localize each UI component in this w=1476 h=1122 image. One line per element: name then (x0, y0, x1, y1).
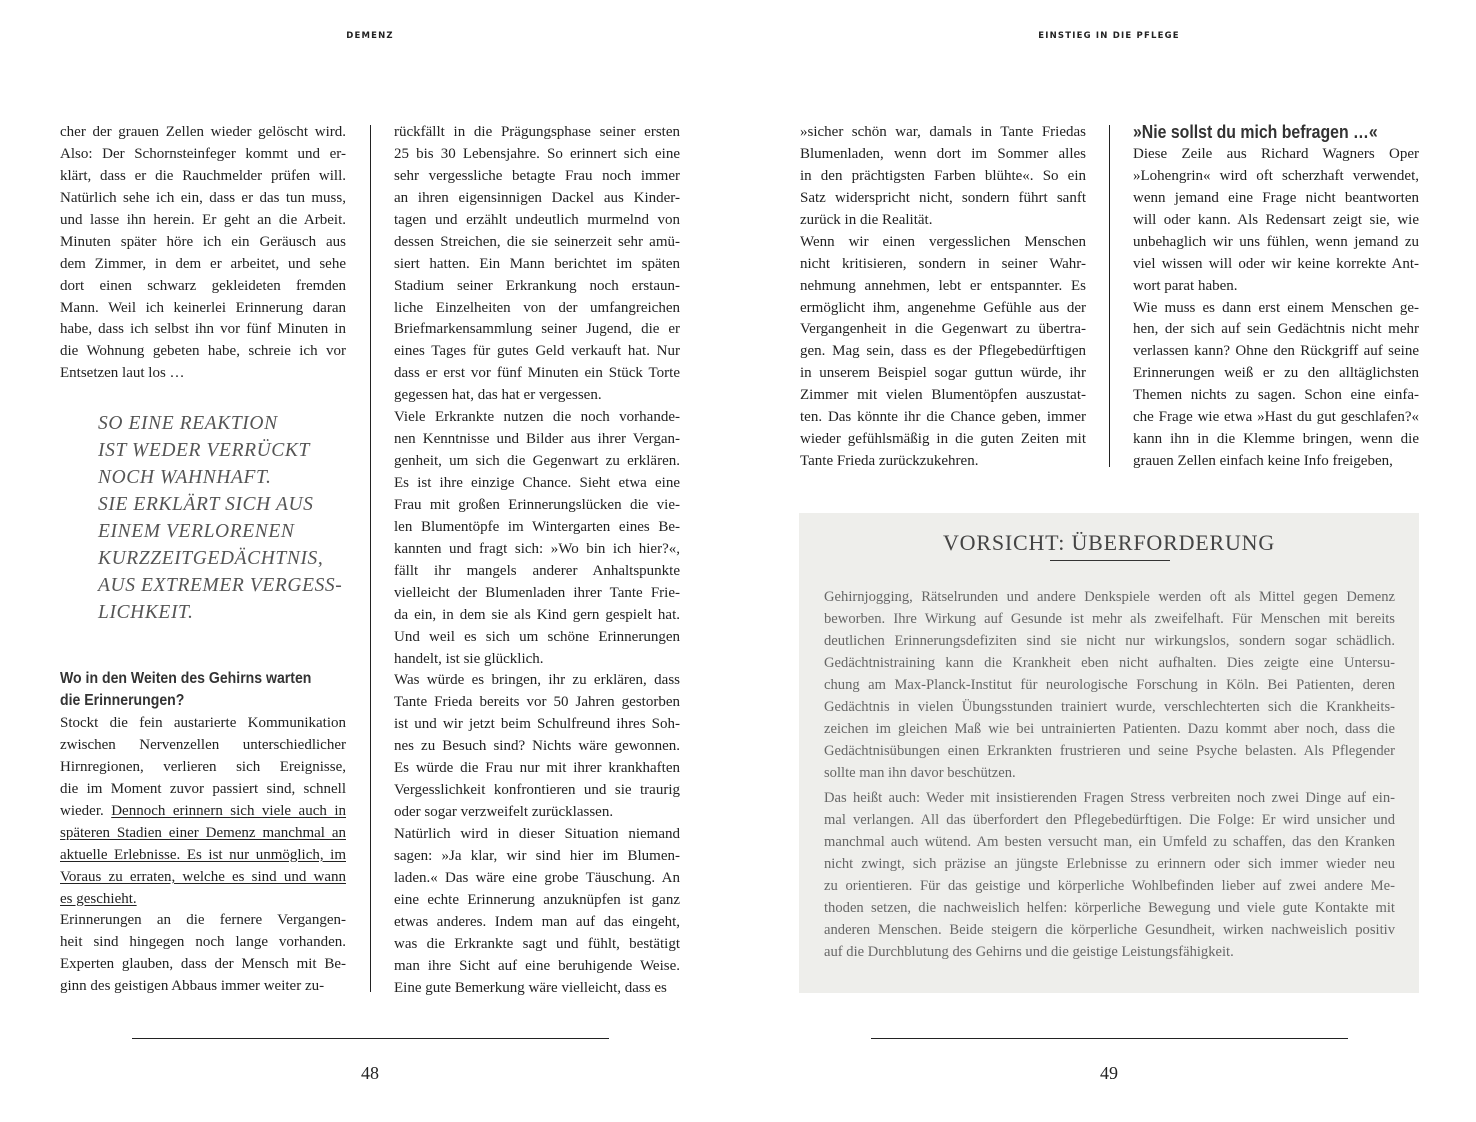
text-line: habe, dass ich selbst ihn vor fünf Minuten in (60, 321, 346, 338)
text-line: Was würde es bringen, ihr zu erklären, dass (394, 672, 680, 689)
text-line (60, 801, 346, 823)
info-box-title-rule (1050, 560, 1170, 561)
text-line: Wenn wir einen vergesslichen Menschen (800, 233, 1086, 250)
subheading-line: die Erinnerungen? (60, 691, 185, 709)
text-line: kannten und fragt sich: »Wo bin ich hier?«, (394, 540, 680, 557)
subheading-line: Wo in den Weiten des Gehirns warten (60, 670, 312, 687)
text-line: etwas anderes. Indem man auf das eingeht, (394, 913, 680, 930)
text-line: sollte man ihn davor beschützen. (824, 764, 1016, 781)
text-line: in den prächtigsten Farben blühte«. So ein (800, 167, 1086, 184)
text-line: Diese Zeile aus Richard Wagners Oper (1133, 145, 1419, 162)
underlined-text: aktuelle Erlebnisse. Es ist nur unmöglich, im (60, 846, 346, 863)
text-line: zu orientieren. Für das geistige und körperliche Wohlbefinden lieber auf zwei andere Me- (824, 878, 1395, 895)
text-line: che Frage wie etwa »Hast du gut geschlafen?« (1133, 409, 1419, 426)
text-line: chung am Max-Planck-Institut für neurologische Forschung in Köln. Bei Patienten, deren (824, 676, 1395, 693)
text-segment: wieder. (60, 802, 112, 819)
text-line: sagen: »Ja klar, wir sind hier im Blumen- (394, 847, 680, 864)
text-line: siert hatten. Ein Mann berichtet im späten (394, 255, 680, 272)
text-line: dass er erst vor fünf Minuten ein Stück Torte (394, 365, 680, 382)
text-line: wieder gefühlsmäßig in die guten Zeiten mit (800, 431, 1086, 448)
text-line: »sicher schön war, damals in Tante Friedas (800, 124, 1086, 140)
text-line: anderen Menschen. Beide steigern die körperliche Gesundheit, wirken nachweislich positiv (824, 922, 1395, 939)
text-line: »Lohengrin« wird oft scherzhaft verwendet, (1133, 167, 1419, 184)
text-line: viel wissen will oder wir keine korrekte Ant- (1133, 255, 1419, 272)
text-line: man ihre Sicht auf eine beruhigende Weise. (394, 957, 680, 974)
info-box-title: VORSICHT: ÜBERFORDERUNG (942, 530, 1276, 555)
text-line: beworben. Ihre Wirkung auf Gesunde ist mehr als zweifelhaft. Für Menschen mit bereits (824, 610, 1395, 627)
text-line: Tante Frieda bereits vor 50 Jahren gestorben (394, 694, 680, 711)
text-line: Entsetzen laut los … (60, 365, 185, 382)
text-line: hen, der sich auf sein Gedächtnis nicht mehr (1133, 321, 1419, 338)
text-line (60, 845, 346, 867)
text-line: Wie muss es dann erst einem Menschen ge- (1133, 299, 1419, 316)
right-col1 (800, 122, 1086, 473)
text-line: ist und wir jetzt beim Schulfreund ihres Soh- (394, 716, 680, 733)
text-line: len Blumentöpfe im Wintergarten eines Be- (394, 518, 680, 535)
text-line: thoden setzen, die nachweislich helfen: körperliche Bewegung und viele gute Kontakte mit (824, 900, 1395, 917)
quote-line: IST WEDER VERRÜCKT (98, 440, 310, 461)
text-line: Natürlich sehe ich ein, dass er das tun muss, (60, 189, 346, 206)
text-line: Eine gute Bemerkung wäre vielleicht, dass es (394, 979, 667, 996)
text-line: unbehaglich wir uns fühlen, wenn jemand zu (1133, 233, 1419, 250)
underlined-text: Dennoch erinnern sich viele auch in (111, 802, 347, 819)
right-col2 (1133, 122, 1419, 473)
right-running-head: EINSTIEG IN DIE PFLEGE (1038, 31, 1180, 41)
text-line: nen Kenntnisse und Bilder aus ihrer Vergan- (394, 431, 680, 448)
text-line: dort einen schwarz gekleideten fremden (60, 277, 346, 294)
text-line: zurück in die Realität. (800, 211, 933, 228)
text-line: Gedächtnis in vielen Übungsstunden trainiert wurde, verschlechterten sich die Krankheits- (824, 698, 1395, 715)
left-running-head: DEMENZ (346, 31, 394, 41)
text-line: gen. Mag sein, dass es der Pflegebedürftigen (800, 343, 1086, 360)
text-line: deutlichen Erinnerungsdefiziten sind sie nicht nur wirkungslos, sondern sogar schädlich. (824, 632, 1395, 649)
left-col1-top (60, 122, 346, 385)
text-line: an ihren eigensinnigen Dackel aus Kinder- (394, 189, 680, 206)
text-line: wort parat haben. (1133, 277, 1238, 294)
text-line: dem Zimmer, in dem er arbeitet, und sehe (60, 255, 346, 272)
text-line: Also: Der Schornsteinfeger kommt und er- (60, 145, 346, 162)
text-line: vielleicht der Blumenladen ihrer Tante Frie- (394, 584, 680, 601)
text-line: da ein, in dem sie als Kind gern gespielt hat. (394, 606, 680, 623)
text-line: Es würde die Frau nur mit ihrer krankhaften (394, 760, 680, 777)
text-line: mal verlangen. All das überfordert den Pflegebedürftigen. Die Folge: Er wird unsicher und (824, 812, 1395, 829)
text-line: Hirnregionen, verlieren sich Ereignisse, (60, 758, 346, 775)
text-line: dessen Streichen, die sie seinerzeit sehr amü- (394, 233, 680, 250)
text-line: nicht zwingt, sich präzise an jüngste Erlebnisse zu erinnern oder sich immer wieder neu (824, 856, 1395, 873)
underlined-text: Voraus zu erraten, welche es sind und wann (60, 868, 346, 885)
text-line: Satz widerspricht nicht, sondern führt sanft (800, 189, 1086, 206)
text-line: ten. Das könnte ihr die Chance geben, immer (800, 409, 1086, 426)
text-line: Erinnerungen an die fernere Vergangen- (60, 912, 346, 929)
underlined-text: späteren Stadien einer Demenz manchmal an (60, 824, 346, 841)
quote-line: KURZZEITGEDÄCHTNIS, (98, 548, 324, 569)
quote-line: AUS EXTREMER VERGESS- (98, 575, 343, 596)
text-line: heit sind hingegen noch lange vorhanden. (60, 934, 346, 951)
text-line: rückfällt in die Prägungsphase seiner ersten (394, 124, 680, 140)
text-line: ginn des geistigen Abbaus immer weiter zu- (60, 978, 325, 995)
text-line: Stadium seiner Erkrankung noch erstaun- (394, 277, 680, 294)
text-line: in unserem Beispiel sogar guttun würde, ihr (800, 365, 1086, 382)
quote-line: LICHKEIT. (98, 602, 194, 623)
text-line: Das heißt auch: Weder mit insistierenden Fragen Stress verbreiten noch zwei Dinge auf ein- (824, 790, 1395, 807)
text-line: ermöglicht ihm, angenehme Gefühle aus der (800, 299, 1086, 316)
text-line: Themen nichts zu sagen. Schon eine einfa- (1133, 387, 1419, 404)
text-line: laden.« Das wäre eine grobe Täuschung. An (394, 869, 680, 886)
left-subheading (60, 668, 346, 712)
text-line: sehr vergessliche betagte Frau noch immer (394, 167, 680, 184)
text-line: handelt, ist sie glücklich. (394, 650, 544, 667)
text-line: manchmal auch wütend. Am besten versucht man, ein Umfeld zu schaffen, das den Kranken (824, 834, 1395, 851)
text-line (60, 889, 346, 911)
text-line: Zimmer mit vielen Blumentöpfen auszustat- (800, 387, 1086, 404)
info-box-text (824, 587, 1395, 964)
text-line: fällt ihr mangels anderer Anhaltspunkte (394, 562, 680, 579)
text-line: will oder kann. Als Redensart zeigt sie, wie (1133, 211, 1419, 228)
quote-line: SIE ERKLÄRT SICH AUS (98, 494, 314, 515)
text-line: nicht kritisieren, sondern in seiner Wahr- (800, 255, 1086, 272)
pull-quote (98, 410, 342, 626)
text-line: gegessen hat, das hat er vergessen. (394, 387, 602, 404)
right-col2-body (1133, 144, 1419, 473)
column-divider (370, 125, 371, 992)
text-line: auf die Durchblutung des Gehirns und die geistige Leistungsfähigkeit. (824, 944, 1234, 960)
text-line: nehmung annehmen, lebt er entspannter. Es (800, 277, 1086, 294)
text-line: Es ist ihre einzige Chance. Sieht etwa eine (394, 475, 680, 491)
text-line: die im Moment zuvor passiert sind, schnell (60, 780, 346, 797)
text-line: tagen und erzählt undeutlich murmelnd von (394, 211, 680, 228)
text-line: Experten glauben, dass der Mensch mit Be- (60, 956, 346, 973)
text-line: Stockt die fein austarierte Kommunikation (60, 715, 346, 731)
text-line: und lasse ihn herein. Er geht an die Arbeit. (60, 211, 346, 228)
footer-rule (871, 1038, 1348, 1039)
text-line: Vergesslichkeit konfrontieren und sie traurig (394, 782, 680, 799)
text-line: liche Einzelheiten von der umfangreichen (394, 299, 680, 316)
section-heading: »Nie sollst du mich befragen …« (1133, 122, 1378, 142)
text-line: Frau mit großen Erinnerungslücken die vie- (394, 496, 680, 513)
text-line: 25 bis 30 Lebensjahre. So erinnert sich eine (394, 145, 680, 162)
text-line: Mann. Weil ich keinerlei Erinnerung daran (60, 299, 346, 316)
text-line (60, 867, 346, 889)
text-line: verlassen kann? Ohne den Rückgriff auf seine (1133, 343, 1419, 360)
text-line: Gehirnjogging, Rätselrunden und andere Denkspiele werden oft als Mittel gegen Demenz (824, 589, 1395, 605)
text-line: Gedächtnistraining kann die Krankheit eben nicht aufhalten. Dies zeigte eine Untersu- (824, 654, 1395, 671)
text-line: eines Tages für gutes Geld verkauft hat. Nur (394, 343, 680, 360)
quote-line: EINEM VERLORENEN (98, 521, 295, 542)
text-line: Tante Frieda zurückzukehren. (800, 453, 979, 470)
text-line: Blumenladen, wenn dort im Sommer alles (800, 145, 1086, 162)
page-number: 48 (361, 1063, 379, 1083)
text-line: oder sogar verzweifelt zurücklassen. (394, 804, 614, 821)
text-line: zwischen Nervenzellen unterschiedlicher (60, 736, 346, 753)
page-number: 49 (1100, 1063, 1118, 1083)
left-col1-bottom (60, 713, 346, 998)
left-col2 (394, 122, 680, 1000)
footer-rule (132, 1038, 609, 1039)
text-line: grauen Zellen einfach keine Info freigeben, (1133, 453, 1393, 470)
text-line: zeichen im gleichen Maß wie bei untrainierten Patienten. Dazu kommt aber noch, dass die (824, 720, 1395, 737)
text-line: genheit, um sich die Gegenwart zu erklären. (394, 453, 680, 470)
text-line: nes zu Besuch sind? Nichts wäre gewonnen. (394, 738, 680, 755)
underlined-text: es geschieht. (60, 890, 137, 907)
text-line: die Wohnung gebeten habe, schreie ich vor (60, 343, 346, 360)
text-line: Minuten später höre ich ein Geräusch aus (60, 233, 346, 250)
text-line: Viele Erkrankte nutzen die noch vorhande- (394, 409, 680, 426)
text-line: Gedächtnisübungen einen Erkrankten frustrieren und seine Psyche belasten. Als Pflegender (824, 742, 1395, 759)
column-divider (1109, 125, 1110, 467)
text-line: cher der grauen Zellen wieder gelöscht wird. (60, 124, 346, 140)
text-line: Natürlich wird in dieser Situation niemand (394, 826, 680, 842)
text-line: Briefmarkensammlung seiner Jugend, die er (394, 321, 680, 338)
text-line: klärt, dass er die Rauchmelder prüfen will. (60, 167, 346, 184)
text-line: wenn jemand eine Frage nicht beantworten (1133, 189, 1419, 206)
quote-line: SO EINE REAKTION (98, 413, 278, 434)
quote-line: NOCH WAHNHAFT. (98, 467, 272, 488)
text-line: Erinnerungen weiß er zu den alltäglichsten (1133, 365, 1419, 382)
text-line (60, 823, 346, 845)
text-line: was die Erkrankte sagt und fühlt, bestätigt (394, 935, 680, 952)
text-line: kann ihn in die Klemme bringen, wenn die (1133, 431, 1419, 448)
text-line: eine echte Erinnerung anzuknüpfen ist ganz (394, 891, 680, 908)
text-line: Und weil es sich um schöne Erinnerungen (394, 628, 680, 645)
text-line: Vergangenheit in die Gegenwart zu übertra- (800, 321, 1086, 338)
